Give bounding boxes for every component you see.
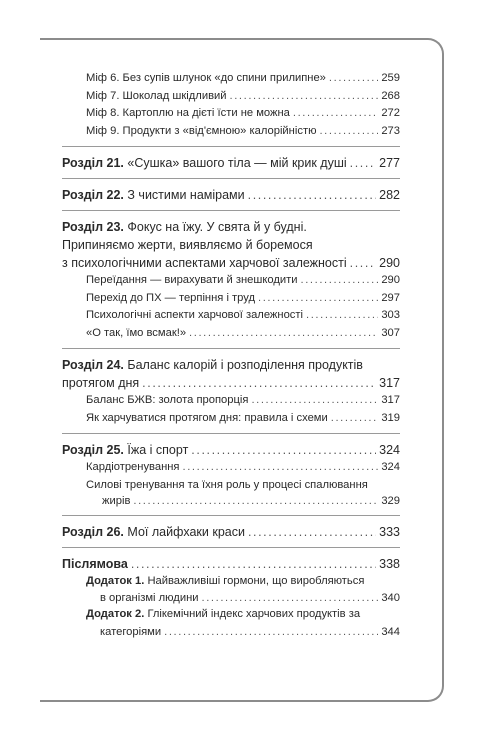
table-of-contents [62,70,400,640]
toc-entry-myth-9[interactable] [62,123,400,141]
toc-entry-page: 290 [381,274,400,286]
dot-leader [248,523,376,541]
section-divider [62,146,400,147]
section-label: Розділ 24. [62,358,124,372]
appendix-title-line-2: в організмі людини [100,592,199,604]
toc-entry-title: Як харчуватися протягом дня: правила і схеми [86,411,328,424]
dot-leader [131,555,376,573]
toc-entry-title: Міф 6. Без супів шлунок «до спини прилипне» [86,72,326,84]
section-page: 290 [379,256,400,270]
appendix-title-line-1: Глікемічний індекс харчових продуктів за [147,608,361,620]
toc-entry-wrapped[interactable] [62,477,400,509]
toc-section-23[interactable] [62,218,400,272]
toc-entry[interactable] [62,272,400,290]
toc-entry-title: Міф 7. Шоколад шкідливий [86,89,227,102]
section-divider [62,348,400,349]
toc-entry[interactable] [62,410,400,428]
dot-leader [202,590,379,606]
toc-entry-page: 297 [381,291,400,304]
toc-entry-page: 329 [381,494,400,507]
toc-entry-title: «О так, їмо всмак!» [86,326,187,339]
section-divider [62,210,400,211]
toc-entry-title: Перехід до ПХ — терпіння і труд [86,291,256,304]
section-title-line-3: з психологічними аспектами харчової залежності [62,256,347,270]
section-page: 277 [379,156,400,170]
dot-leader [133,493,378,509]
section-title: Мої лайфхаки краси [127,524,245,539]
toc-section-24[interactable] [62,356,400,392]
dot-leader [191,441,376,459]
toc-entry-title: Міф 9. Продукти з «від'ємною» калорійністю [86,124,317,137]
section-label: Розділ 26. [62,524,124,539]
toc-entry-title: Кардіотренування [86,461,180,473]
dot-leader [183,459,379,477]
section-divider [62,547,400,548]
section-label: Розділ 23. [62,220,124,234]
toc-entry-page: 307 [381,326,400,339]
toc-entry-title-line-2: жирів [102,494,131,507]
toc-afterword[interactable] [62,555,400,573]
section-divider [62,178,400,179]
toc-entry-myth-7[interactable] [62,88,400,106]
dot-leader [331,410,379,428]
section-title: «Сушка» вашого тіла — мій крик душі [127,156,347,170]
dot-leader [142,374,376,392]
dot-leader [251,392,378,410]
toc-entry-page: 319 [381,411,400,424]
toc-section-22[interactable] [62,186,400,204]
toc-section-26[interactable] [62,523,400,541]
afterword-page: 338 [379,556,400,571]
toc-appendix-1[interactable] [62,573,400,607]
section-label: Розділ 21. [62,156,124,170]
toc-entry-myth-6[interactable] [62,70,400,88]
toc-entry[interactable] [62,459,400,477]
toc-appendix-2[interactable] [62,606,400,640]
section-page: 324 [379,443,400,457]
toc-entry[interactable] [62,325,400,343]
section-title-line-1: Фокус на їжу. У свята й у будні. [127,220,307,234]
toc-entry-title: Міф 8. Картоплю на дієті їсти не можна [86,107,290,119]
toc-section-25[interactable] [62,441,400,459]
dot-leader [248,186,377,204]
toc-entry-myth-8[interactable] [62,105,400,123]
section-label: Розділ 25. [62,443,124,457]
dot-leader [319,123,378,141]
toc-entry-page: 303 [381,309,400,321]
dot-leader [350,154,377,172]
dot-leader [301,272,379,290]
toc-entry[interactable] [62,290,400,308]
toc-entry-page: 273 [381,124,400,137]
toc-entry-page: 324 [381,461,400,473]
afterword-label: Післямова [62,556,128,571]
appendix-label: Додаток 1. [86,574,145,587]
section-page: 333 [379,524,400,539]
dot-leader [293,105,378,123]
section-page: 282 [379,188,400,202]
toc-entry-title-line-1: Силові тренування та їхня роль у процесі спалювання [86,478,368,491]
dot-leader [258,290,378,308]
dot-leader [189,325,378,343]
toc-entry-page: 259 [381,72,400,84]
section-title-line-2: Припиняємо жерти, виявляємо й боремося [62,238,313,252]
dot-leader [164,624,378,640]
toc-entry-title: Переїдання — вирахувати й знешкодити [86,274,298,286]
dot-leader [350,254,377,272]
section-title: З чистими намірами [127,188,245,202]
appendix-label: Додаток 2. [86,608,145,620]
toc-entry-title: Баланс БЖВ: золота пропорція [86,394,249,406]
appendix-title-line-1: Найважливіші гормони, що виробляються [147,574,365,587]
toc-entry-page: 272 [381,107,400,119]
dot-leader [306,307,378,325]
section-title-line-1: Баланс калорій і розподілення продуктів [127,358,363,372]
appendix-page: 344 [381,625,400,638]
toc-entry-page: 317 [381,394,400,406]
toc-entry-page: 268 [381,89,400,102]
section-page: 317 [379,376,400,390]
dot-leader [230,88,379,106]
section-title-line-2: протягом дня [62,376,140,390]
toc-entry[interactable] [62,307,400,325]
appendix-page: 340 [381,592,400,604]
toc-entry[interactable] [62,392,400,410]
section-divider [62,515,400,516]
section-divider [62,433,400,434]
section-label: Розділ 22. [62,188,124,202]
dot-leader [329,70,378,88]
toc-section-21[interactable] [62,154,400,172]
section-title: Їжа і спорт [127,443,189,457]
appendix-title-line-2: категоріями [100,625,162,638]
toc-entry-title: Психологічні аспекти харчової залежності [86,309,304,321]
